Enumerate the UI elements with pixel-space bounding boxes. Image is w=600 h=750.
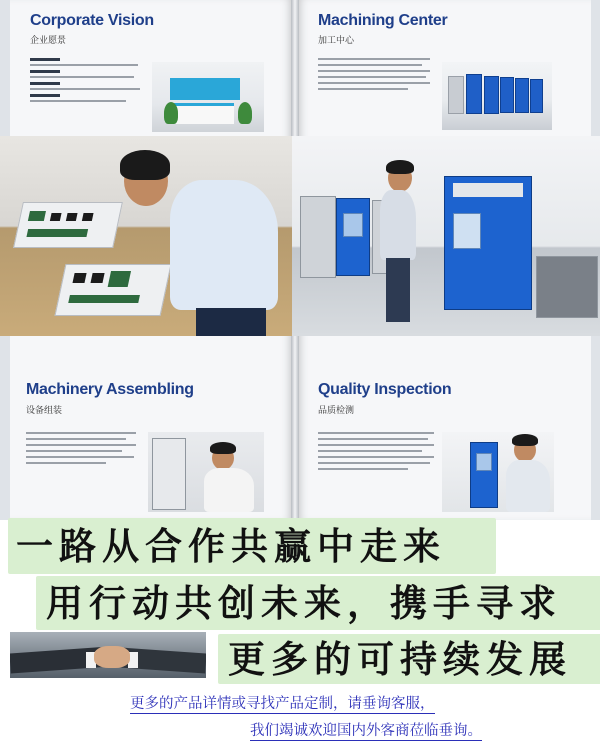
assembly-and-lab-photo bbox=[0, 136, 600, 336]
electronics-assembly-scene bbox=[0, 136, 292, 336]
slogan-line-1: 一路从合作共赢中走来 bbox=[8, 518, 496, 574]
quality-inspection-subtitle: 品质检测 bbox=[318, 406, 355, 416]
slogan-line-3: 更多的可持续发展 bbox=[218, 634, 600, 684]
corporate-vision-text bbox=[30, 58, 142, 106]
welcome-visit-notice: 我们竭诚欢迎国内外客商莅临垂询。 bbox=[250, 719, 482, 741]
test-chambers-photo bbox=[442, 62, 552, 130]
customer-service-notice: 更多的产品详情或寻找产品定制，请垂询客服， bbox=[130, 692, 435, 714]
reception-lobby-photo bbox=[152, 62, 264, 132]
machinery-assembling-text bbox=[26, 432, 138, 468]
machinery-assembling-photo bbox=[148, 432, 264, 512]
corporate-vision-title: Corporate Vision bbox=[30, 12, 154, 29]
quality-inspection-text bbox=[318, 432, 436, 474]
environmental-test-lab-scene bbox=[292, 136, 600, 336]
machinery-assembling-subtitle: 设备组装 bbox=[26, 406, 63, 416]
machining-center-text bbox=[318, 58, 434, 94]
machining-center-subtitle: 加工中心 bbox=[318, 36, 355, 46]
quality-inspection-title: Quality Inspection bbox=[318, 381, 452, 398]
quality-inspection-photo bbox=[442, 432, 554, 512]
machining-center-title: Machining Center bbox=[318, 12, 448, 29]
corporate-vision-subtitle: 企业愿景 bbox=[30, 36, 67, 46]
machinery-assembling-title: Machinery Assembling bbox=[26, 381, 194, 398]
slogan-line-2: 用行动共创未来，携手寻求 bbox=[36, 576, 600, 630]
handshake-image bbox=[10, 632, 206, 678]
